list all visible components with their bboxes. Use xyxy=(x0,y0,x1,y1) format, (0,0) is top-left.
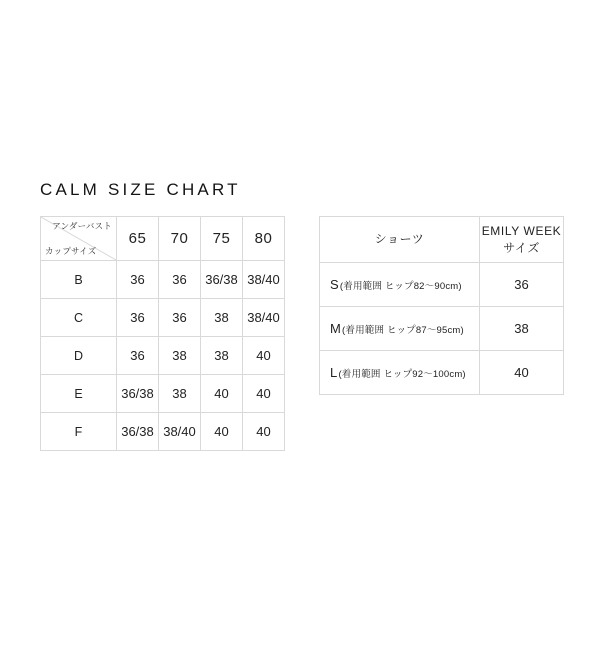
bra-size-cell: 38 xyxy=(159,337,201,375)
shorts-size-letter: S xyxy=(330,277,339,292)
shorts-size-name-cell xyxy=(320,263,480,307)
band-size-header: 75 xyxy=(201,217,243,261)
table-row xyxy=(320,263,564,307)
cup-size-label: E xyxy=(41,375,117,413)
table-row xyxy=(320,307,564,351)
bra-size-cell: 36 xyxy=(117,337,159,375)
bra-size-cell: 38 xyxy=(201,337,243,375)
shorts-size-detail: (着用範囲 ヒップ87〜95cm) xyxy=(342,325,464,336)
bra-size-cell: 38 xyxy=(201,299,243,337)
bra-table-corner-cell xyxy=(41,217,117,261)
band-size-header: 80 xyxy=(243,217,285,261)
cup-size-label: B xyxy=(41,261,117,299)
size-label: サイズ xyxy=(503,240,540,255)
band-size-header: 70 xyxy=(159,217,201,261)
underbust-label: アンダーバスト xyxy=(52,221,112,231)
bra-size-cell: 36/38 xyxy=(117,375,159,413)
table-row xyxy=(41,261,285,299)
shorts-size-name-cell xyxy=(320,351,480,395)
bra-size-cell: 40 xyxy=(243,375,285,413)
tables-container xyxy=(40,216,564,451)
page-title: CALM SIZE CHART xyxy=(40,180,241,199)
shorts-size-letter: M xyxy=(330,321,342,336)
bra-size-cell: 38/40 xyxy=(159,413,201,451)
bra-size-cell: 40 xyxy=(201,375,243,413)
shorts-size-table xyxy=(319,216,564,395)
bra-size-cell: 38 xyxy=(159,375,201,413)
bra-size-cell: 40 xyxy=(243,337,285,375)
shorts-size-value: 40 xyxy=(480,351,564,395)
cup-size-label: C xyxy=(41,299,117,337)
cup-size-label: F xyxy=(41,413,117,451)
bra-size-cell: 38/40 xyxy=(243,261,285,299)
shorts-size-value: 36 xyxy=(480,263,564,307)
shorts-column-header: ショーツ xyxy=(320,217,480,263)
bra-size-cell: 36 xyxy=(159,261,201,299)
bra-table-header-row xyxy=(41,217,285,261)
emily-week-size-column-header xyxy=(480,217,564,263)
bra-size-cell: 36/38 xyxy=(201,261,243,299)
shorts-size-name-cell xyxy=(320,307,480,351)
bra-size-cell: 36 xyxy=(159,299,201,337)
shorts-size-value: 38 xyxy=(480,307,564,351)
table-row xyxy=(41,299,285,337)
bra-size-cell: 36 xyxy=(117,299,159,337)
shorts-table-header-row xyxy=(320,217,564,263)
band-size-header: 65 xyxy=(117,217,159,261)
table-row xyxy=(41,337,285,375)
shorts-size-letter: L xyxy=(330,365,338,380)
shorts-size-detail: (着用範囲 ヒップ92〜100cm) xyxy=(338,369,466,380)
bra-size-cell: 36 xyxy=(117,261,159,299)
table-row xyxy=(320,351,564,395)
emily-week-label: EMILY WEEK xyxy=(481,224,562,239)
bra-size-table xyxy=(40,216,285,451)
bra-size-cell: 36/38 xyxy=(117,413,159,451)
bra-size-cell: 38/40 xyxy=(243,299,285,337)
cup-size-label: D xyxy=(41,337,117,375)
shorts-size-detail: (着用範囲 ヒップ82〜90cm) xyxy=(339,281,462,292)
table-row xyxy=(41,375,285,413)
table-row xyxy=(41,413,285,451)
bra-size-cell: 40 xyxy=(243,413,285,451)
cupsize-label: カップサイズ xyxy=(45,246,97,256)
bra-size-cell: 40 xyxy=(201,413,243,451)
